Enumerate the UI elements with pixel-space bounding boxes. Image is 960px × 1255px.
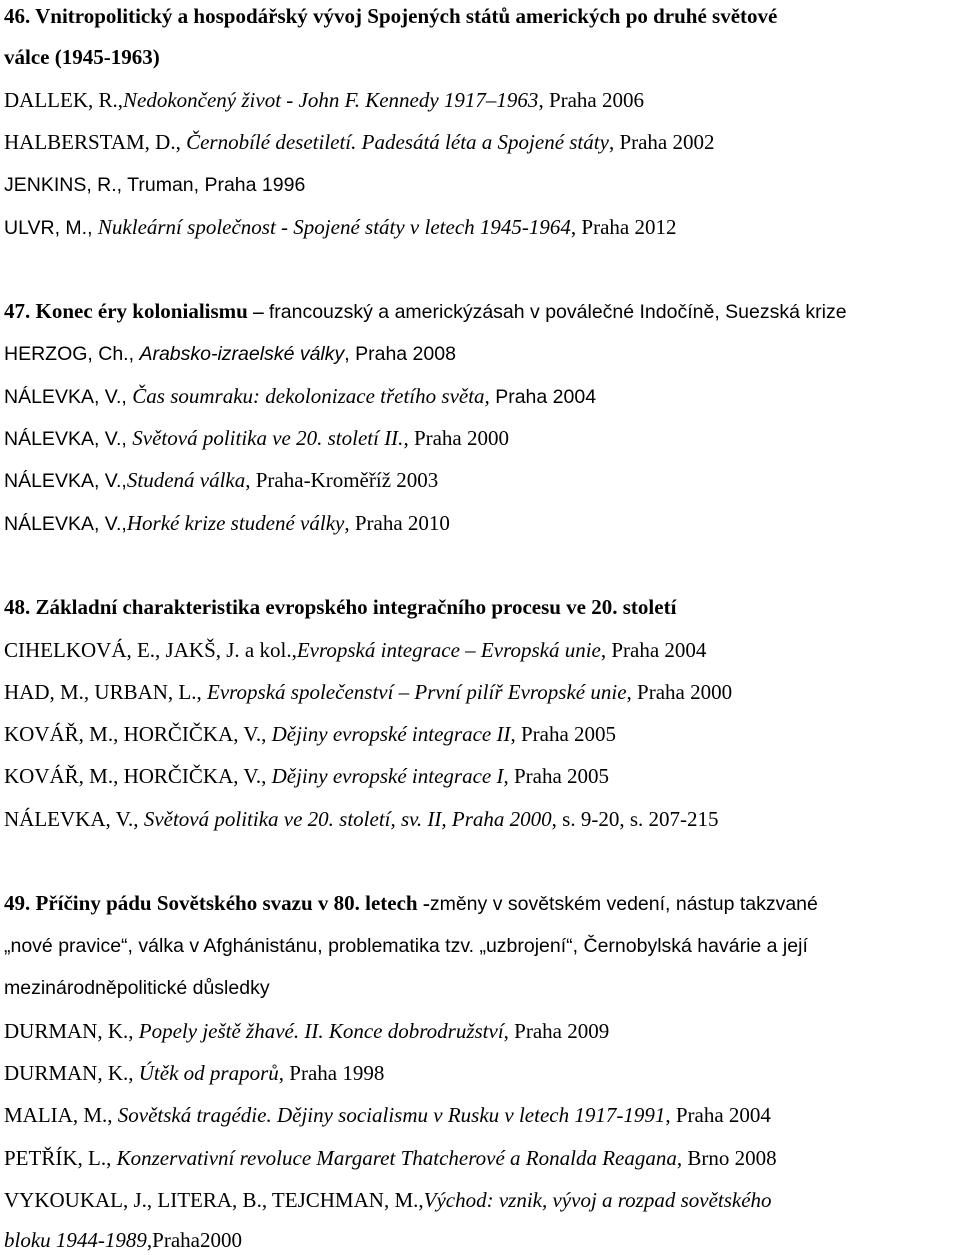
ref-place: , Praha 1998 (278, 1061, 385, 1085)
ref-place: , Praha 2005 (503, 764, 610, 788)
ref-author: DURMAN, K., (4, 1019, 139, 1043)
section-47-heading-bold: 47. Konec éry kolonialismu – (4, 299, 264, 323)
ref-title: Evropská integrace – Evropská unie (296, 638, 601, 662)
ref-item (4, 128, 960, 156)
section-46-heading-line2: válce (1945-1963) (4, 45, 160, 69)
ref-title: Útěk od praporů (138, 1061, 279, 1085)
section-49-heading-cont (4, 932, 960, 960)
ref-place: , Praha 2004 (665, 1103, 771, 1127)
section-49-heading-rest: změny v sovětském vedení, nástup takzvané (429, 893, 818, 915)
ref-author: JENKINS, R., Truman, Praha 1996 (4, 174, 306, 196)
ref-author: NÁLEVKA, V., (4, 386, 133, 408)
ref-place: , Praha 2012 (570, 215, 677, 239)
section-46-heading-cont (4, 43, 960, 71)
section-49-heading-bold: 49. Příčiny pádu Sovětského svazu v 80. letech - (4, 891, 430, 915)
ref-item (4, 678, 960, 706)
ref-item (4, 1017, 960, 1045)
ref-item (4, 382, 960, 411)
ref-item (4, 1059, 960, 1087)
ref-author: CIHELKOVÁ, E., JAKŠ, J. a kol., (4, 638, 297, 662)
ref-item (4, 1226, 960, 1254)
ref-place: , Praha 2009 (503, 1019, 610, 1043)
ref-item (4, 636, 960, 664)
ref-title: Dějiny evropské integrace II (271, 722, 511, 746)
ref-author: HALBERSTAM, D., (4, 130, 187, 154)
ref-title: bloku 1944-1989 (4, 1228, 147, 1252)
ref-item (4, 424, 960, 453)
ref-title: Konzervativní revoluce Margaret Thatcherové a Ronalda Reagana (116, 1146, 677, 1170)
ref-item (4, 805, 960, 833)
section-49-heading-cont (4, 974, 960, 1002)
ref-place: , Praha 2004 (600, 638, 707, 662)
ref-author: PETŘÍK, L., (4, 1146, 117, 1170)
ref-title: Popely ještě žhavé. II. Konce dobrodružství (138, 1019, 504, 1043)
ref-title: Studená válka (126, 468, 246, 492)
section-48-heading-text: 48. Základní charakteristika evropského integračního procesu ve 20. století (4, 595, 677, 619)
ref-item (4, 720, 960, 748)
ref-place: , Praha 2008 (344, 343, 456, 365)
ref-item (4, 1186, 960, 1214)
ref-place: , Praha 2000 (626, 680, 733, 704)
ref-title: Arabsko-izraelské války (139, 343, 345, 365)
section-47-heading (4, 297, 960, 326)
ref-author: NÁLEVKA, V., (4, 807, 144, 831)
ref-title: Sovětská tragédie. Dějiny socialismu v Rusku v letech 1917-1991 (117, 1103, 666, 1127)
section-47-heading-rest: francouzský a americkýzásah v poválečné Indočíně, Suezská krize (268, 301, 847, 323)
section-49-heading-line2: „nové pravice“, válka v Afghánistánu, problematika tzv. „uzbrojení“, Černobylská havárie a její (4, 935, 808, 957)
ref-author: DALLEK, R., (4, 88, 123, 112)
ref-author: ULVR, M., (4, 217, 98, 239)
ref-title: Horké krize studené války (126, 511, 345, 535)
ref-item (4, 1144, 960, 1172)
section-46-heading-line1: 46. Vnitropolitický a hospodářský vývoj Spojených států amerických po druhé světové (4, 4, 778, 28)
ref-author: NÁLEVKA, V., (4, 428, 133, 450)
ref-place: , Praha 2010 (344, 511, 450, 535)
section-49-heading (4, 889, 960, 918)
section-48-heading (4, 593, 960, 621)
ref-item (4, 466, 960, 495)
section-46-heading (4, 2, 960, 30)
ref-title: Čas soumraku: dekolonizace třetího světa, (132, 384, 490, 408)
ref-title: Východ: vznik, vývoj a rozpad sovětského (423, 1188, 772, 1212)
ref-title: Nedokončený život - John F. Kennedy 1917–1963 (123, 88, 539, 112)
ref-author: HAD, M., URBAN, L., (4, 680, 208, 704)
ref-author: NÁLEVKA, V., (4, 513, 127, 535)
ref-title: Dějiny evropské integrace I (271, 764, 504, 788)
ref-place: , Praha-Kroměříž 2003 (245, 468, 439, 492)
ref-item (4, 340, 960, 368)
ref-item (4, 86, 960, 114)
ref-author: KOVÁŘ, M., HORČIČKA, V., (4, 764, 272, 788)
ref-place: , Brno 2008 (676, 1146, 777, 1170)
ref-title: Světová politika ve 20. století II. (132, 426, 404, 450)
ref-place: , Praha 2006 (538, 88, 645, 112)
ref-title: Světová politika ve 20. století, sv. II, Praha 2000 (143, 807, 552, 831)
ref-title: Evropská společenství – První pilíř Evropské unie (207, 680, 627, 704)
ref-title: Černobílé desetiletí. Padesátá léta a Spojené státy (186, 130, 609, 154)
ref-item (4, 213, 960, 242)
ref-place: ,Praha2000 (146, 1228, 242, 1252)
ref-author: VYKOUKAL, J., LITERA, B., TEJCHMAN, M., (4, 1188, 424, 1212)
ref-place: , s. 9-20, s. 207-215 (551, 807, 719, 831)
ref-author: DURMAN, K., (4, 1061, 139, 1085)
ref-author: HERZOG, Ch., (4, 343, 140, 365)
ref-author: MALIA, M., (4, 1103, 118, 1127)
ref-author: KOVÁŘ, M., HORČIČKA, V., (4, 722, 272, 746)
ref-place: , Praha 2005 (510, 722, 617, 746)
ref-title: Nukleární společnost - Spojené státy v letech 1945-1964 (97, 215, 571, 239)
ref-item (4, 171, 960, 199)
ref-item (4, 1101, 960, 1129)
ref-item (4, 762, 960, 790)
ref-item (4, 509, 960, 538)
ref-place: , Praha 2000 (403, 426, 510, 450)
ref-author: NÁLEVKA, V., (4, 470, 127, 492)
ref-place: Praha 2004 (489, 386, 597, 408)
ref-place: , Praha 2002 (608, 130, 715, 154)
section-49-heading-line3: mezinárodněpolitické důsledky (4, 977, 270, 999)
